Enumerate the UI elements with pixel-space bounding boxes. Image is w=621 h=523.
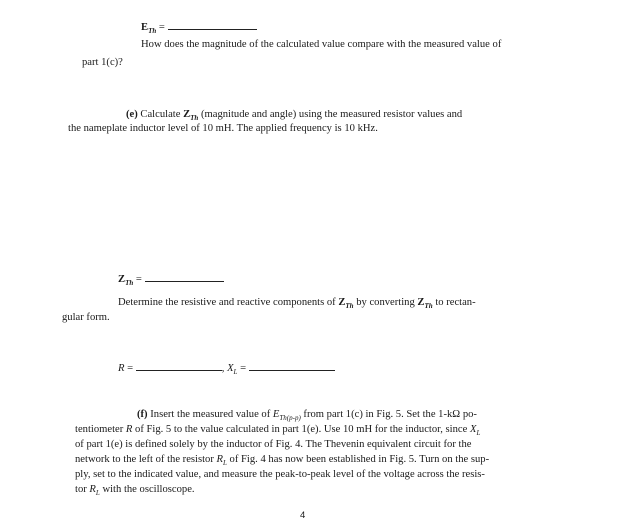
convert-text-1: Determine the resistive and reactive components of (118, 297, 339, 308)
part-f-text-6a: tor (75, 484, 90, 495)
xl-equals: = (237, 363, 247, 374)
zth-answer-equals: = (133, 274, 142, 285)
part-f-xl-subscript: L (476, 429, 481, 438)
convert-z1: Z (338, 297, 346, 308)
part-f-line-6 (75, 483, 195, 500)
zth-answer-subscript: Th (125, 279, 134, 288)
part-f-text-6b: with the oscilloscope. (99, 484, 195, 495)
zth-answer-symbol: Z (118, 274, 126, 285)
eth-answer-line (141, 20, 257, 38)
rl-symbol-2: R (89, 484, 96, 495)
convert-line-1 (118, 296, 476, 313)
part-f-marker: (f) (137, 409, 148, 420)
xl-subscript: L (233, 368, 238, 377)
r-xl-answer-line (118, 361, 335, 379)
part-f-xl-symbol: X (469, 424, 477, 435)
eth-pp-symbol: E (272, 409, 280, 420)
part-f-text-1b: from part 1(c) in Fig. 5. Set the 1-kΩ po- (300, 409, 477, 420)
zth-blank[interactable] (145, 272, 224, 282)
xl-blank[interactable] (249, 361, 335, 371)
zth-subscript: Th (190, 114, 199, 123)
part-e-marker: (e) (126, 109, 138, 120)
convert-text-2: by converting (353, 297, 418, 308)
part-f-text-1a: Insert the measured value of (147, 409, 273, 420)
xl-symbol: X (227, 363, 234, 374)
zth-answer-line (118, 272, 224, 290)
part-f-line-5: ply, set to the indicated value, and measure the peak-to-peak level of the voltage across the resis- (75, 469, 485, 480)
part-f-text-4b: of Fig. 4 has now been established in Fig. 5. Turn on the sup- (226, 454, 490, 465)
eth-equals: = (156, 22, 165, 33)
r-blank[interactable] (136, 361, 222, 371)
r-symbol: R (118, 363, 125, 374)
part-f-text-2a: tentiometer (75, 424, 126, 435)
part-f-line-3: of part 1(e) is defined solely by the inductor of Fig. 4. The Thevenin equivalent circuit for the (75, 439, 472, 450)
page-number: 4 (300, 510, 306, 521)
eth-blank[interactable] (168, 20, 257, 30)
part-e-text-1: Calculate (137, 109, 184, 120)
convert-z2-sub: Th (424, 302, 433, 311)
rl-symbol: R (216, 454, 223, 465)
question-line-2: part 1(c)? (82, 57, 123, 68)
convert-line-2: gular form. (62, 312, 110, 323)
rl-subscript-2: L (95, 489, 100, 498)
zth-symbol: Z (183, 109, 191, 120)
part-e-line-2: the nameplate inductor level of 10 mH. The applied frequency is 10 kHz. (68, 123, 378, 134)
eth-pp-subscript: Th(p-p) (279, 414, 301, 423)
r-equals: = (124, 363, 134, 374)
part-e-text-2: (magnitude and angle) using the measured resistor values and (198, 109, 463, 120)
part-f-text-4a: network to the left of the resistor (75, 454, 217, 465)
convert-text-3: to rectan- (432, 297, 476, 308)
eth-symbol: E (141, 22, 149, 33)
convert-z1-sub: Th (345, 302, 354, 311)
separator-comma: , (221, 363, 228, 374)
part-f-text-2b: of Fig. 5 to the value calculated in part 1(e). Use 10 mH for the inductor, since (132, 424, 470, 435)
eth-subscript: Th (148, 27, 157, 36)
convert-z2: Z (417, 297, 425, 308)
question-line-1: How does the magnitude of the calculated value compare with the measured value of (141, 39, 502, 50)
rl-subscript: L (223, 459, 227, 468)
potentiometer-r-symbol: R (125, 424, 133, 435)
